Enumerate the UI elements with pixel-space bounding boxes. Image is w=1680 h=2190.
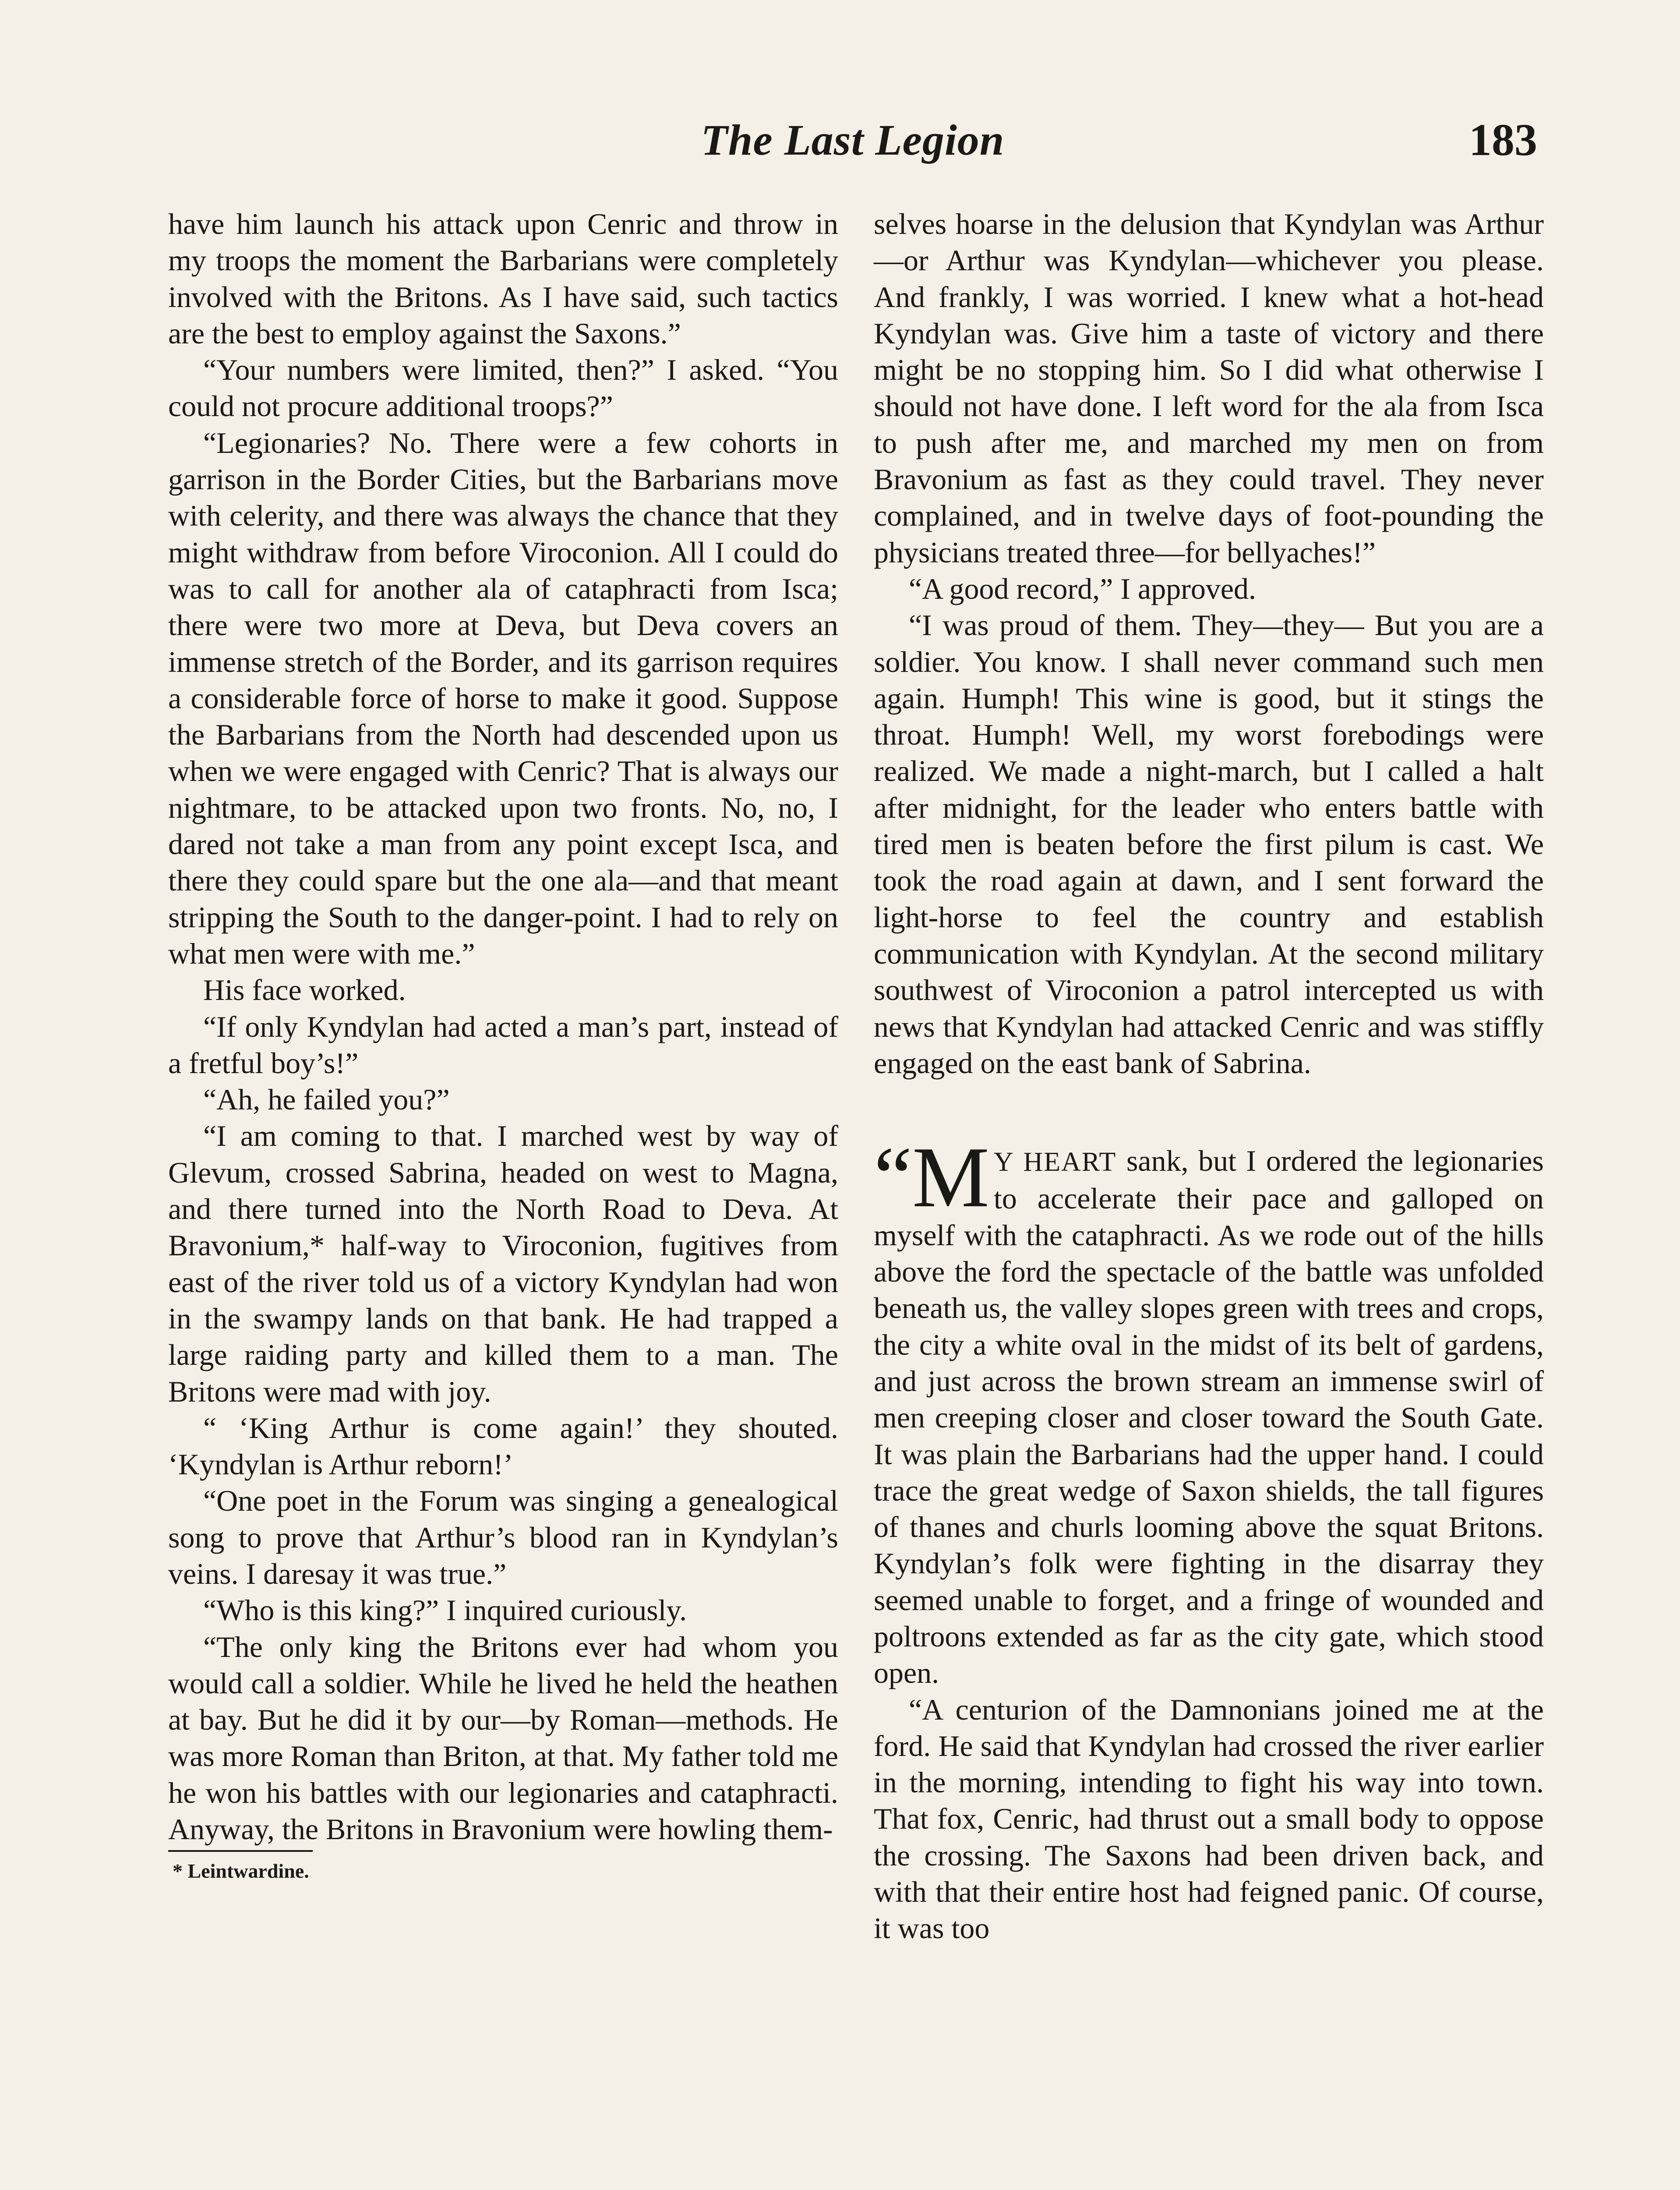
right-column [874, 206, 1544, 1947]
paragraph: “I was proud of them. They—they— But you are a soldier. You know. I shall never command such men again. Humph! This wine is good, but it stings the throat. Humph! Well, my worst forebodings were realized. We made a night-march, but I called a halt after midnight, for the leader who enters battle with tired men is beaten before the first pilum is cast. We took the road again at dawn, and I sent forward the light-horse to feel the country and establish communication with Kyndylan. At the second military southwest of Viroconion a patrol intercepted us with news that Kyndylan had attacked Cenric and was stiffly engaged on the east bank of Sabrina. [874, 608, 1544, 1080]
paragraph: “If only Kyndylan had acted a man’s part, instead of a fretful boy’s!” [168, 1010, 838, 1080]
left-column [168, 206, 838, 1883]
paragraph: “Ah, he failed you?” [203, 1083, 450, 1116]
running-head [168, 110, 1537, 171]
paragraph: have him launch his attack upon Cenric and throw in my troops the moment the Barbarians were completely involved with the Britons. As I have said, such tactics are the best to employ against the Saxons.” [168, 207, 838, 350]
footnote-rule [168, 1850, 313, 1852]
page-number: 183 [1469, 115, 1537, 165]
paragraph: “A centurion of the Damnonians joined me at the ford. He said that Kyndylan had crossed the river earlier in the morning, intending to fight his way into town. That fox, Cenric, had thrust out a small body to oppose the crossing. The Saxons had been driven back, and with that their entire host had feigned panic. Of course, it was too [874, 1692, 1544, 1945]
footnote: * Leintwardine. [173, 1860, 309, 1883]
paragraph: “A good record,” I approved. [909, 572, 1256, 605]
drop-paragraph-text: sank, but I ordered the legionaries to accelerate their pace and galloped on myself with the cataphracti. As we rode out of the hills above the ford the spectacle of the battle was unfolded beneath us, the valley slopes green with trees and crops, the city a white oval in the midst of its belt of gardens, and just across the brown stream an immense swirl of men creeping closer and closer toward the South Gate. It was plain the Barbarians had the upper hand. I could trace the great wedge of Saxon shields, the tall figures of thanes and churls looming above the squat Britons. Kyndylan’s folk were fighting in the disarray they seemed unable to forget, and a fringe of wounded and poltroons extended as far as the city gate, which stood open. [874, 1144, 1544, 1690]
small-caps-lead: Y HEART [993, 1147, 1117, 1177]
paragraph: “Legionaries? No. There were a few cohorts in garrison in the Border Cities, but the Barbarians move with celerity, and there was always the chance that they might withdraw from before Viroconion. All I could do was to call for another ala of cataphracti from Isca; there were two more at Deva, but Deva covers an immense stretch of the Border, and its garrison requires a considerable force of horse to make it good. Suppose the Barbarians from the North had descended upon us when we were engaged with Cenric? That is always our nightmare, to be attacked upon two fronts. No, no, I dared not take a man from any point except Isca, and there they could spare but the one ala—and that meant stripping the South to the danger-point. I had to rely on what men were with me.” [168, 426, 838, 970]
drop-letter: M [912, 1129, 989, 1226]
running-title: The Last Legion [701, 116, 1005, 164]
drop-cap [874, 1129, 989, 1226]
paragraph: His face worked. [203, 973, 406, 1007]
paragraph: “Who is this king?” I inquired curiously. [203, 1593, 687, 1627]
paragraph: selves hoarse in the delusion that Kyndylan was Arthur—or Arthur was Kyndylan—whichever you please. And frankly, I was worried. I knew what a hot-head Kyndylan was. Give him a taste of victory and there might be no stopping him. So I did what otherwise I should not have done. I left word for the ala from Isca to push after me, and marched my men on from Bravonium as fast as they could travel. They never complained, and in twelve days of foot-pounding the physicians treated three—for bellyaches!” [874, 207, 1544, 569]
paragraph: “One poet in the Forum was singing a genealogical song to prove that Arthur’s blood ran in Kyndylan’s veins. I daresay it was true.” [168, 1484, 838, 1590]
paragraph: “ ‘King Arthur is come again!’ they shouted. ‘Kyndylan is Arthur reborn!’ [168, 1411, 838, 1481]
paragraph: “Your numbers were limited, then?” I asked. “You could not procure additional troops?” [168, 353, 838, 423]
drop-cap-paragraph [874, 1129, 1544, 1691]
paragraph: “The only king the Britons ever had whom you would call a soldier. While he lived he held the heathen at bay. But he did it by our—by Roman—methods. He was more Roman than Briton, at that. My father told me he won his battles with our legionaries and cataphracti. Anyway, the Britons in Bravonium were howling them- [168, 1630, 838, 1846]
paragraph: “I am coming to that. I marched west by way of Glevum, crossed Sabrina, headed on west to Magna, and there turned into the North Road to Deva. At Bravonium,* half-way to Viroconion, fugitives from east of the river told us of a victory Kyndylan had won in the swampy lands on that bank. He had trapped a large raiding party and killed them to a man. The Britons were mad with joy. [168, 1119, 838, 1408]
drop-open-quote: “ [874, 1129, 912, 1226]
